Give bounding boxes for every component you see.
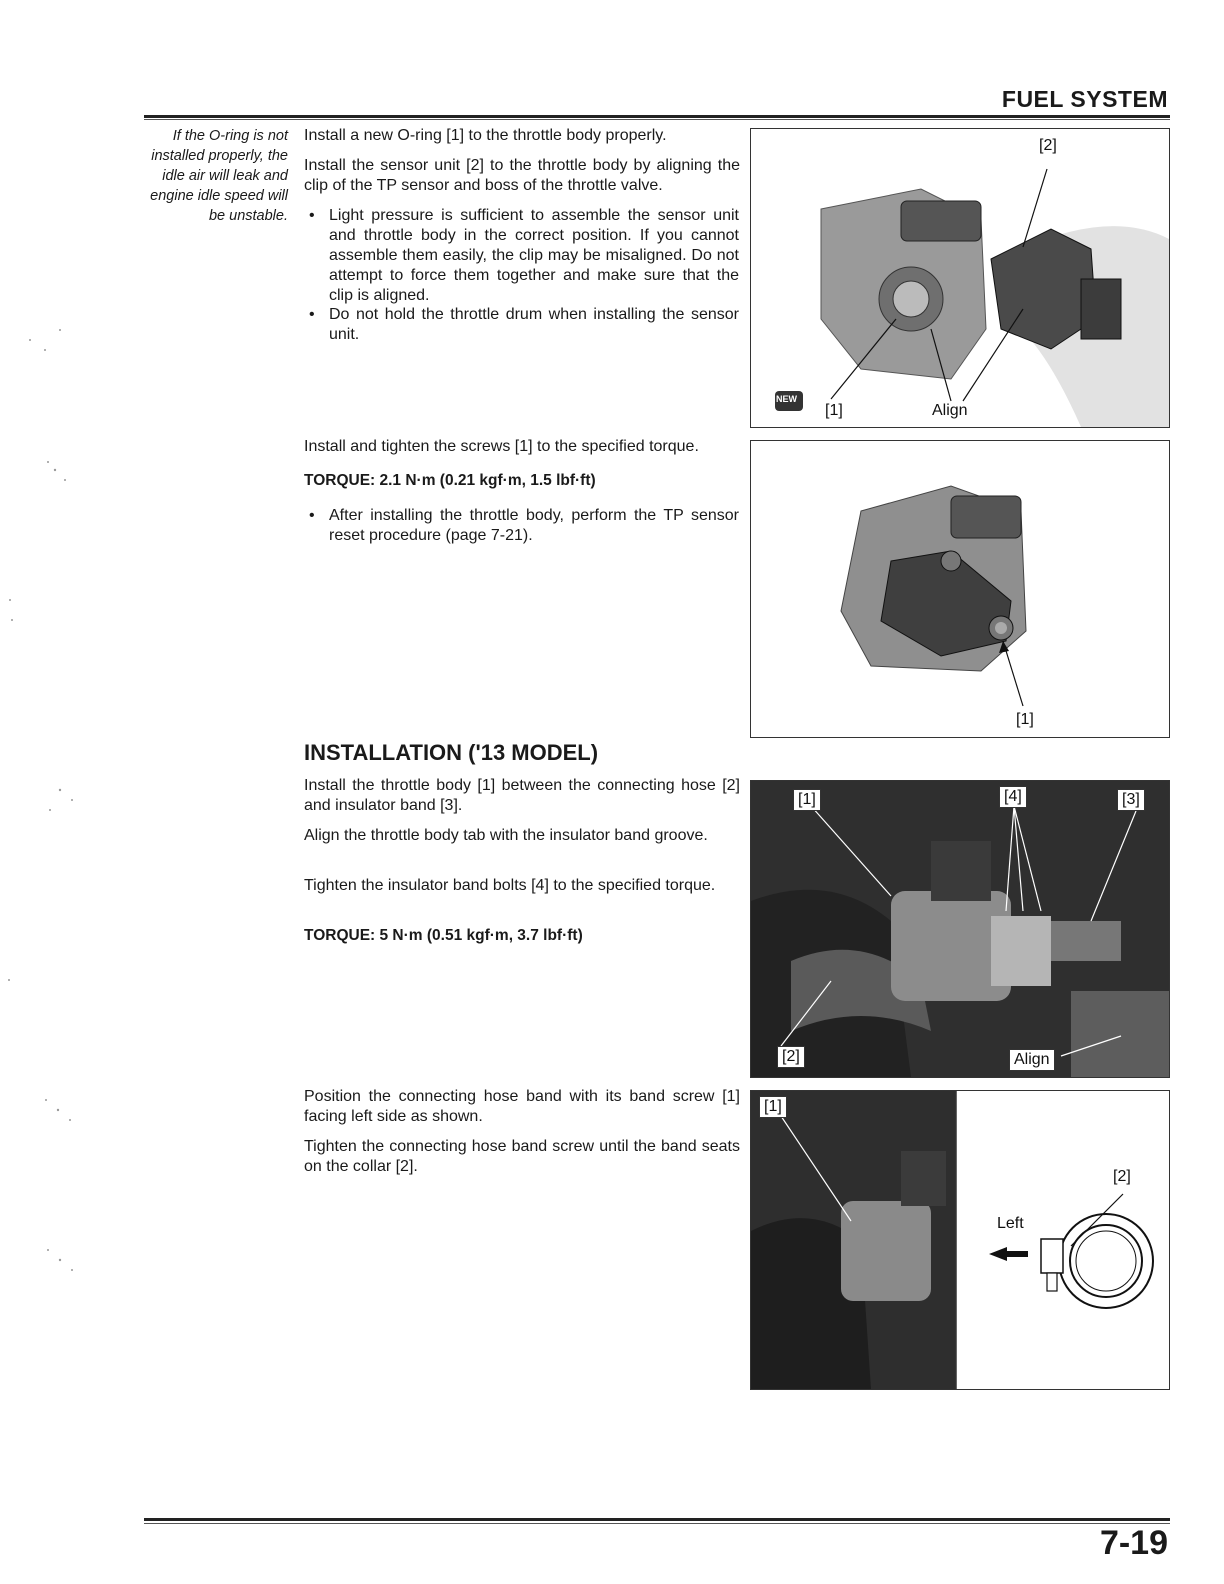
scan-noise xyxy=(0,0,100,1584)
fig4-label-left: Left xyxy=(997,1215,1024,1232)
header-rule-thin xyxy=(144,119,1170,120)
figure-installation-photo-image xyxy=(751,781,1169,1077)
step1-paragraph-2: Install the sensor unit [2] to the throttle body by aligning the clip of the TP sensor and boss of the throttle valve. xyxy=(304,157,740,194)
fig4-label-2: [2] xyxy=(1113,1168,1131,1185)
bullet-dot: • xyxy=(309,207,315,224)
step2-bullet-text: After installing the throttle body, perform the TP sensor reset procedure (page 7-21). xyxy=(329,507,739,544)
step2-paragraph: Install and tighten the screws [1] to the specified torque. xyxy=(304,438,699,455)
new-part-icon: NEW xyxy=(776,394,797,404)
fig3-label-2: [2] xyxy=(777,1046,805,1068)
installation-torque: TORQUE: 5 N·m (0.51 kgf·m, 3.7 lbf·ft) xyxy=(304,927,583,944)
fig4-label-1: [1] xyxy=(759,1096,787,1118)
step4-paragraph-1: Position the connecting hose band with its band screw [1] facing left side as shown. xyxy=(304,1088,740,1125)
fig1-label-2: [2] xyxy=(1039,137,1057,154)
step2-bullet xyxy=(309,506,739,546)
installation-paragraph-2: Align the throttle body tab with the insulator band groove. xyxy=(304,827,708,844)
installation-heading: INSTALLATION ('13 MODEL) xyxy=(304,740,599,765)
fig1-label-align: Align xyxy=(932,402,968,419)
installation-paragraph-1: Install the throttle body [1] between the connecting hose [2] and insulator band [3]. xyxy=(304,777,740,814)
fig2-label-1: [1] xyxy=(1016,711,1034,728)
figure-screws-illustration xyxy=(751,441,1169,737)
fig3-label-1: [1] xyxy=(793,789,821,811)
figure-sensor-unit-illustration xyxy=(751,129,1169,427)
fig1-label-1: [1] xyxy=(825,402,843,419)
step2-torque: TORQUE: 2.1 N·m (0.21 kgf·m, 1.5 lbf·ft) xyxy=(304,472,596,489)
footer-rule xyxy=(144,1518,1170,1521)
fig3-label-3: [3] xyxy=(1117,789,1145,811)
figure-sensor-unit xyxy=(750,128,1170,428)
figure-installation-photo xyxy=(750,780,1170,1078)
bullet-dot: • xyxy=(309,507,315,524)
step1-bullet-1-text: Light pressure is sufficient to assemble the sensor unit and throttle body in the correct position. If you cannot assemble them easily, the clip may be misaligned. Do not attempt to force them together and make sure that the clip is aligned. xyxy=(329,207,739,304)
fig3-label-align: Align xyxy=(1009,1049,1055,1071)
figure-hose-band-illustration xyxy=(751,1091,1169,1389)
installation-paragraph-3: Tighten the insulator band bolts [4] to the specified torque. xyxy=(304,877,716,894)
fig3-label-4: [4] xyxy=(999,786,1027,808)
header-rule xyxy=(144,115,1170,118)
step1-bullet-2 xyxy=(309,305,739,345)
step1-bullet-2-text: Do not hold the throttle drum when installing the sensor unit. xyxy=(329,306,739,343)
footer-rule-thin xyxy=(144,1523,1170,1524)
section-title: FUEL SYSTEM xyxy=(1001,86,1168,112)
step1-paragraph-1: Install a new O-ring [1] to the throttle body properly. xyxy=(304,127,667,144)
figure-hose-band xyxy=(750,1090,1170,1390)
step4-paragraph-2: Tighten the connecting hose band screw until the band seats on the collar [2]. xyxy=(304,1138,740,1175)
page-number: 7-19 xyxy=(1099,1524,1168,1562)
figure-screws xyxy=(750,440,1170,738)
bullet-dot: • xyxy=(309,306,315,323)
step1-bullet-1 xyxy=(309,206,739,306)
margin-note: If the O-ring is not installed properly, the idle air will leak and engine idle speed will be unstable. xyxy=(150,128,288,224)
